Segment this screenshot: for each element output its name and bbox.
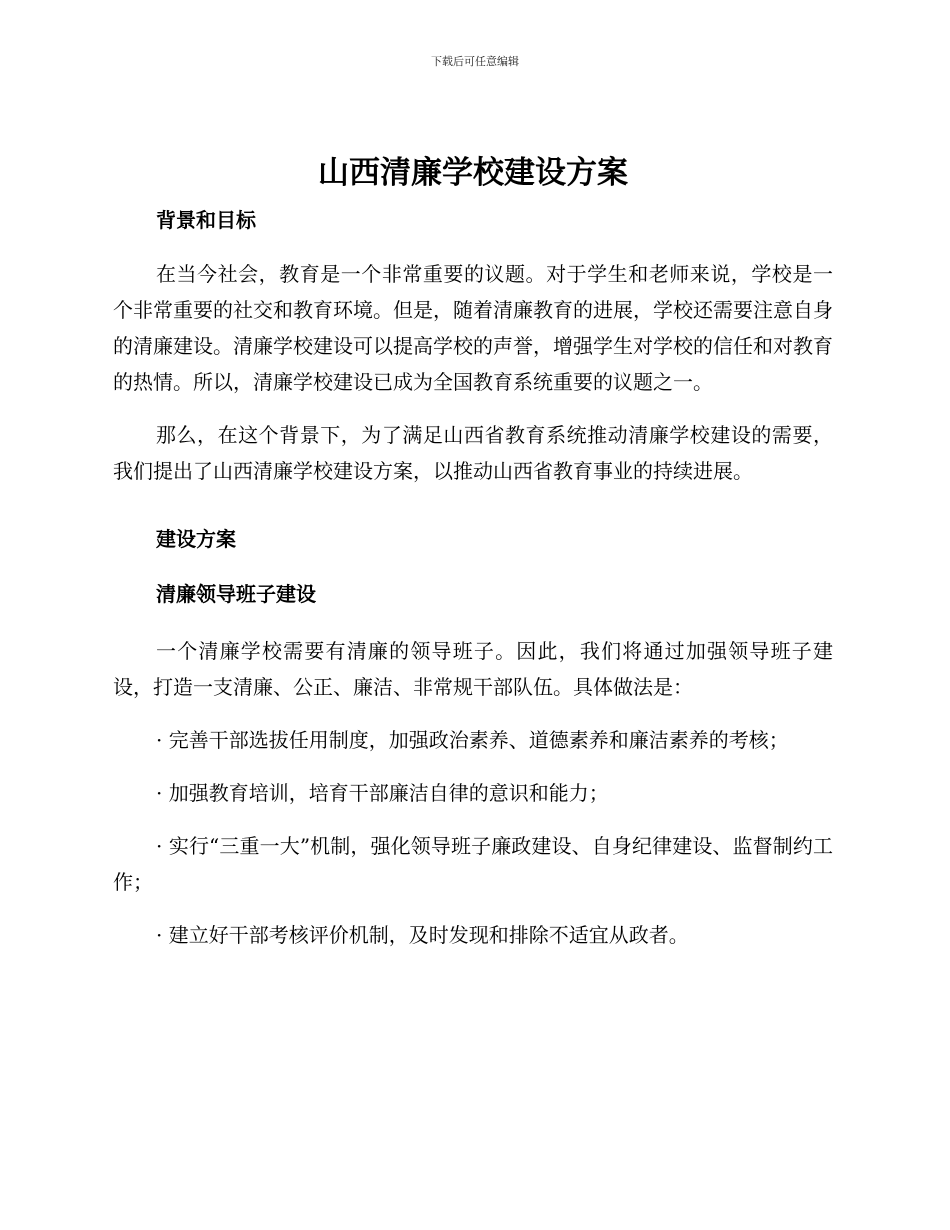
- bullet-item: · 实行“三重一大”机制，强化领导班子廉政建设、自身纪律建设、监督制约工作；: [113, 834, 833, 894]
- header-note: 下载后可任意编辑: [431, 55, 519, 68]
- paragraph-background-1: 在当今社会，教育是一个非常重要的议题。对于学生和老师来说，学校是一个非常重要的社交和教育环境。但是，随着清廉教育的进展，学校还需要注意自身的清廉建设。清廉学校建设可以提高学校的声誉，增强学生对学校的信任和对教育的热情。所以，清廉学校建设已成为全国教育系统重要的议题之一。: [113, 262, 833, 394]
- section-heading-background: 背景和目标: [156, 208, 256, 232]
- bullet-item: · 建立好干部考核评价机制，及时发现和排除不适宜从政者。: [156, 923, 689, 947]
- bullet-item: · 加强教育培训，培育干部廉洁自律的意识和能力；: [156, 781, 609, 805]
- paragraph-leadership-1: 一个清廉学校需要有清廉的领导班子。因此，我们将通过加强领导班子建设，打造一支清廉、公正、廉洁、非常规干部队伍。具体做法是：: [113, 639, 833, 699]
- paragraph-background-2: 那么，在这个背景下，为了满足山西省教育系统推动清廉学校建设的需要，我们提出了山西清廉学校建设方案，以推动山西省教育事业的持续进展。: [113, 423, 833, 483]
- document-body: [113, 148, 833, 953]
- section-heading-plan: 建设方案: [156, 527, 236, 551]
- section-heading-leadership: 清廉领导班子建设: [156, 582, 316, 606]
- document-title: 山西清廉学校建设方案: [318, 155, 628, 191]
- bullet-item: · 完善干部选拔任用制度，加强政治素养、道德素养和廉洁素养的考核；: [156, 728, 789, 752]
